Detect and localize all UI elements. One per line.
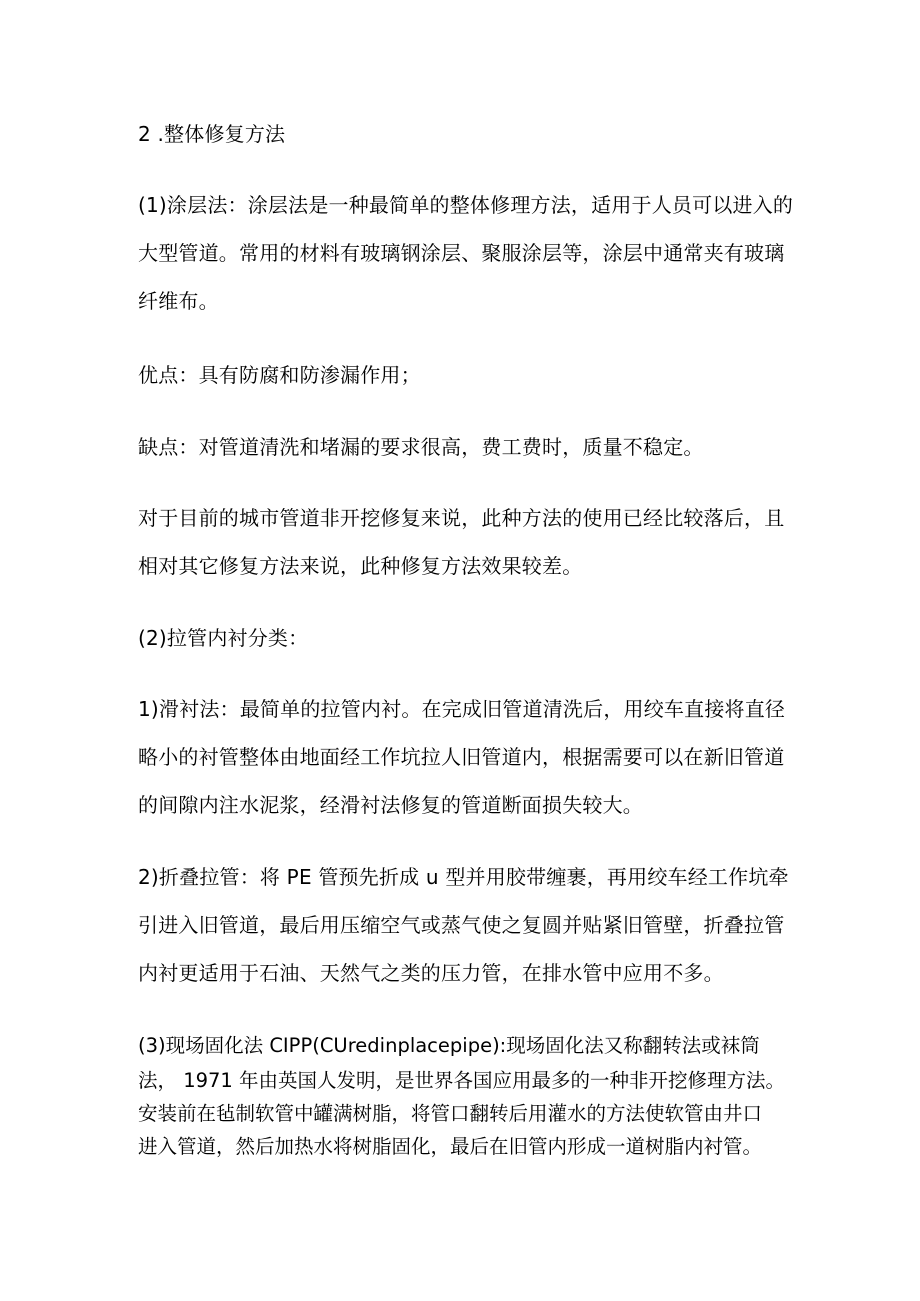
paragraph-fold-lining-line-1: 2)折叠拉管：将 PE 管预先折成 u 型并用胶带缠裹，再用绞车经工作坑牵 bbox=[138, 865, 789, 889]
paragraph-coating-line-3: 纤维布。 bbox=[138, 289, 219, 313]
paragraph-slip-lining-line-2: 略小的衬管整体由地面经工作坑拉人旧管道内，根据需要可以在新旧管道 bbox=[138, 745, 785, 769]
paragraph-evaluation-line-2: 相对其它修复方法来说，此种修复方法效果较差。 bbox=[138, 554, 583, 578]
pros-line: 优点：具有防腐和防渗漏作用； bbox=[138, 363, 421, 387]
paragraph-cipp-line-1: (3)现场固化法 CIPP(CUredinplacepipe):现场固化法又称翻转法或袜筒 bbox=[138, 1034, 760, 1057]
paragraph-cipp-line-4: 进入管道，然后加热水将树脂固化，最后在旧管内形成一道树脂内衬管。 bbox=[138, 1135, 763, 1158]
paragraph-fold-lining-line-2: 引进入旧管道，最后用压缩空气或蒸气使之复圆并贴紧旧管壁，折叠拉管 bbox=[138, 913, 785, 937]
paragraph-coating-line-2: 大型管道。常用的材料有玻璃钢涂层、聚服涂层等，涂层中通常夹有玻璃 bbox=[138, 241, 785, 265]
section-heading: 2 .整体修复方法 bbox=[138, 122, 286, 146]
paragraph-evaluation-line-1: 对于目前的城市管道非开挖修复来说，此种方法的使用已经比较落后，且 bbox=[138, 506, 785, 530]
cons-line: 缺点：对管道清洗和堵漏的要求很高，费工费时，质量不稳定。 bbox=[138, 435, 704, 459]
paragraph-cipp-line-3: 安装前在毡制软管中罐满树脂，将管口翻转后用灌水的方法使软管由井口 bbox=[138, 1102, 763, 1125]
paragraph-slip-lining-line-3: 的间隙内注水泥浆，经滑衬法修复的管道断面损失较大。 bbox=[138, 793, 643, 817]
paragraph-slip-lining-line-1: 1)滑衬法：最简单的拉管内衬。在完成旧管道清洗后，用绞车直接将直径 bbox=[138, 697, 786, 721]
paragraph-fold-lining-line-3: 内衬更适用于石油、天然气之类的压力管，在排水管中应用不多。 bbox=[138, 961, 724, 985]
paragraph-lining-heading: (2)拉管内衬分类： bbox=[138, 626, 309, 650]
paragraph-coating-line-1: (1)涂层法：涂层法是一种最简单的整体修理方法，适用于人员可以进入的 bbox=[138, 193, 794, 217]
paragraph-cipp-line-2: 法， 1971 年由英国人发明，是世界各国应用最多的一种非开挖修理方法。 bbox=[138, 1069, 786, 1092]
